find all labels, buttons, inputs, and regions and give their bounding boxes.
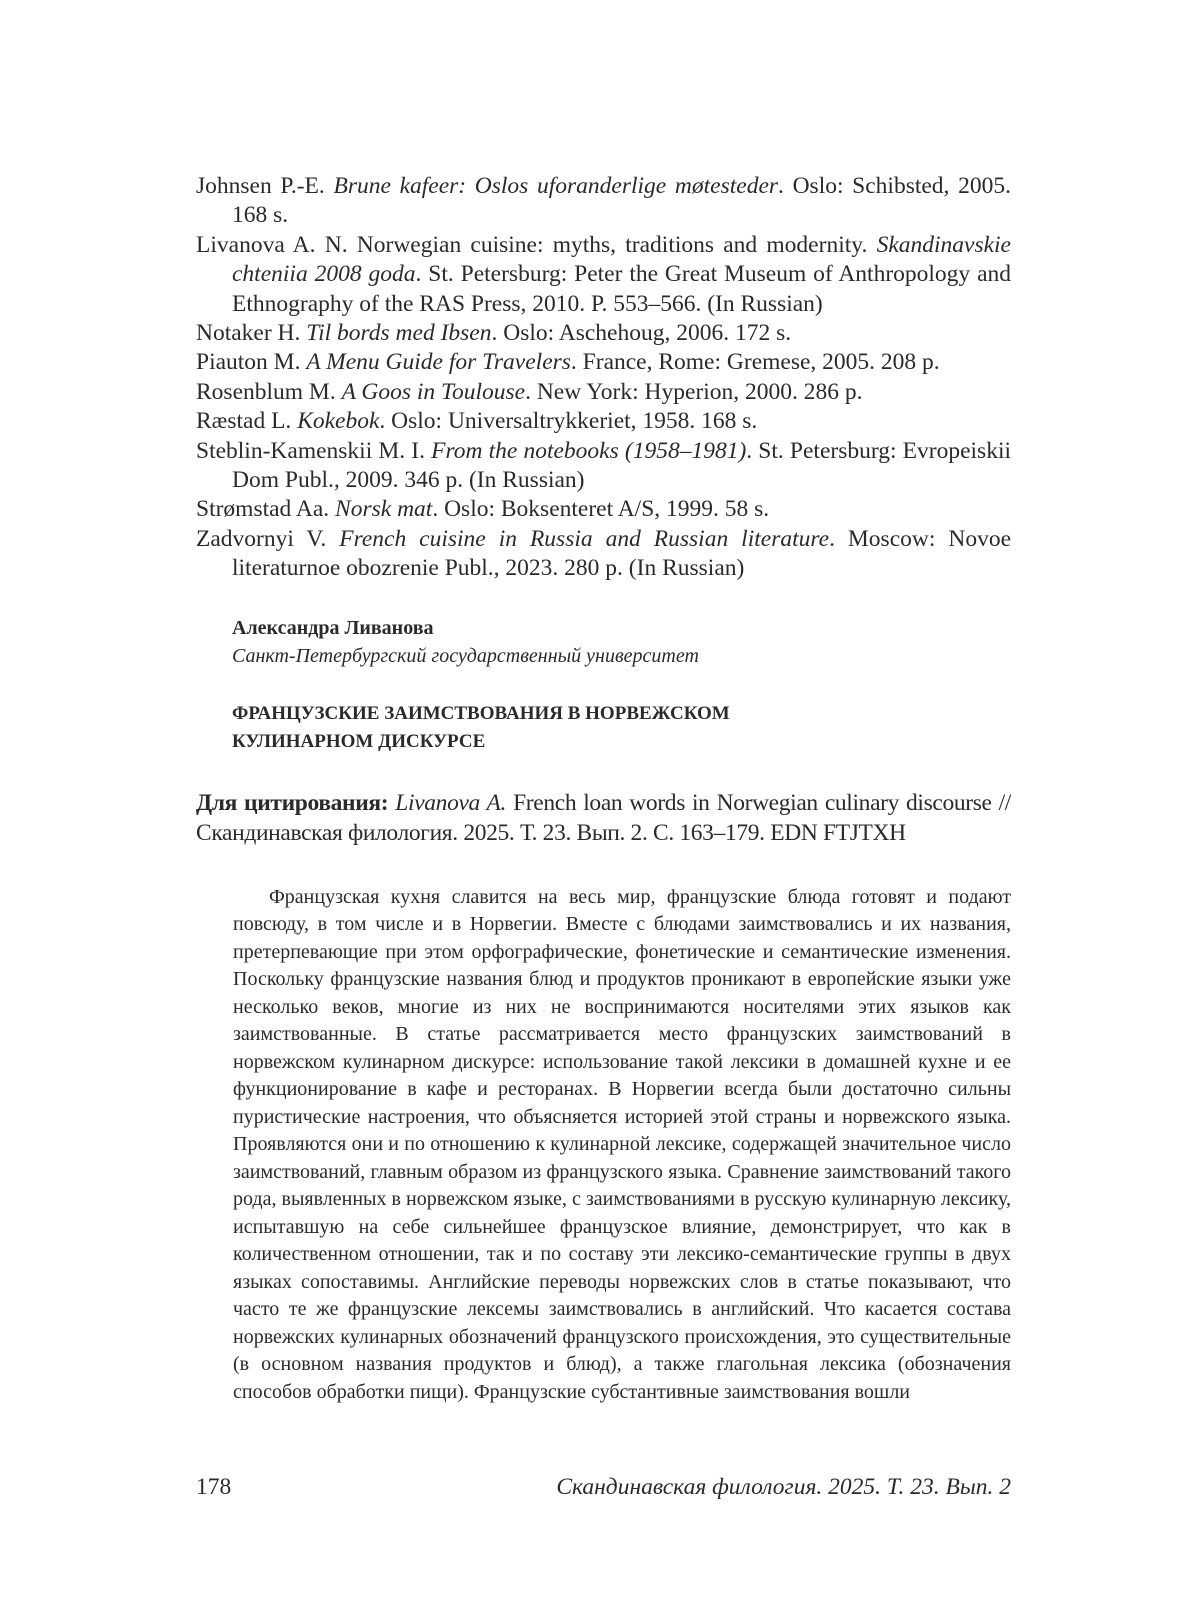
reference-item: Steblin-Kamenskii M. I. From the notebooks (1958–1981). St. Petersburg: Evropeiskii Dom Publ., 2009. 346 p. (In Russian) xyxy=(196,437,1012,494)
reference-item: Ræstad L. Kokebok. Oslo: Universaltrykkeriet, 1958. 168 s. xyxy=(196,408,758,435)
reference-title: A Goos in Toulouse xyxy=(341,378,526,405)
reference-item: Rosenblum M. A Goos in Toulouse. New York: Hyperion, 2000. 286 p. xyxy=(196,378,863,405)
author-block xyxy=(196,614,1011,670)
reference-title: Brune kafeer: Oslos uforanderlige møtesteder xyxy=(333,173,779,199)
reference-title: French cuisine in Russia and Russian literature xyxy=(339,525,830,552)
citation-text: French loan words in Norwegian culinary discourse // Скандинавская филология. 2025. Т. 23. Вып. 2. С. 163–179. EDN FTJTXH xyxy=(196,789,1011,846)
article-title xyxy=(196,700,1011,756)
reference-list xyxy=(196,172,1011,584)
page-content xyxy=(196,172,1011,1406)
citation xyxy=(196,788,1011,848)
journal-running-title: Скандинавская филология. 2025. Т. 23. Вып. 2 xyxy=(556,1474,1011,1500)
reference-item: Strømstad Aa. Norsk mat. Oslo: Boksenteret A/S, 1999. 58 s. xyxy=(196,496,770,523)
reference-title: Kokebok xyxy=(297,408,380,435)
reference-item: Livanova A. N. Norwegian cuisine: myths, traditions and modernity. Skandinavskie chteniia 2008 goda. St. Petersburg: Peter the Great Museum of Anthropology and Ethnography of the RAS Press, 2010. P. 553–566. (In Russian) xyxy=(196,231,1011,317)
citation-label: Для цитирования: xyxy=(196,789,389,816)
reference-title: Norsk mat xyxy=(335,496,433,523)
abstract: Французская кухня славится на весь мир, французские блюда готовят и подают повсюду, в том числе и в Норвегии. Вместе с блюдами заимствовались и их названия, претерпевающие при этом орфографические, фонетические и семантические изменения. Поскольку французские названия блюд и продуктов проникают в европейские языки уже несколько веков, многие из них не воспринимаются носителями этих языков как заимствованные. В статье рассматривается место французских заимствований в норвежском кулинарном дискурсе: использование такой лексики в домашней кухне и ее функционирование в кафе и ресторанах. В Норвегии всегда были достаточно сильны пуристические настроения, что объясняется историей этой страны и норвежского языка. Проявляются они и по отношению к кулинарной лексике, содержащей значительное число заимствований, главным образом из французского языка. Сравнение заимствований такого рода, выявленных в норвежском языке, с заимствованиями в русскую кулинарную лексику, испытавшую на себе сильнейшее французское влияние, демонстрирует, что как в количественном отношении, так и по составу эти лексико-семантические группы в двух языках сопоставимы. Английские переводы норвежских слов в статье показывают, что часто те же французские лексемы заимствовались в английский. Что касается состава норвежских кулинарных обозначений французского происхождения, это существительные (в основном названия продуктов и блюд), а также глагольная лексика (обозначения способов обработки пищи). Французские субстантивные заимствования вошли xyxy=(233,885,1011,1403)
reference-item: Notaker H. Til bords med Ibsen. Oslo: Aschehoug, 2006. 172 s. xyxy=(196,320,792,347)
article-title-line: КУЛИНАРНОМ ДИСКУРСЕ xyxy=(232,730,486,752)
reference-item: Johnsen P.-E. Brune kafeer: Oslos uforanderlige møtesteder. Oslo: Schibsted, 2005. 168 s. xyxy=(196,173,1011,229)
reference-title: Skandinavskie chteniia 2008 goda xyxy=(232,231,1011,288)
article-title-line: ФРАНЦУЗСКИЕ ЗАИМСТВОВАНИЯ В НОРВЕЖСКОМ xyxy=(232,702,730,724)
page-footer xyxy=(196,1474,1011,1501)
reference-item: Piauton M. A Menu Guide for Travelers. France, Rome: Gremese, 2005. 208 p. xyxy=(196,349,940,376)
citation-author: Livanova A. xyxy=(395,789,507,816)
reference-title: From the notebooks (1958–1981) xyxy=(431,437,747,464)
reference-item: Zadvornyi V. French cuisine in Russia and Russian literature. Moscow: Novoe literaturnoe obozrenie Publ., 2023. 280 p. (In Russian) xyxy=(196,525,1012,582)
page-number: 178 xyxy=(196,1474,232,1500)
reference-title: Til bords med Ibsen xyxy=(306,320,492,347)
author-name: Александра Ливанова xyxy=(232,616,434,639)
reference-title: A Menu Guide for Travelers xyxy=(306,349,571,376)
author-affiliation: Санкт-Петербургский государственный университет xyxy=(232,644,699,667)
